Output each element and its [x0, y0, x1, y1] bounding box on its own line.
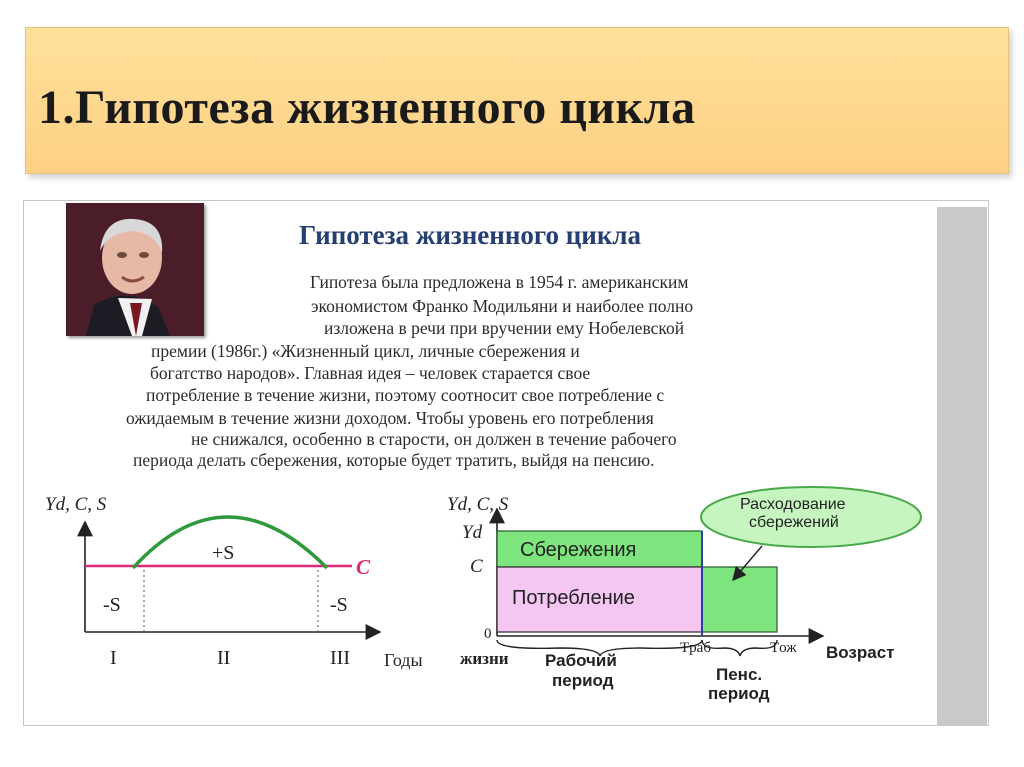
plus-s-label: +S — [212, 542, 235, 564]
paragraph-line: экономистом Франко Модильяни и наиболее полно — [311, 296, 694, 316]
working-period-label-1: Рабочий — [545, 651, 617, 670]
right-y-label: Yd, C, S — [447, 494, 509, 515]
paragraph-line: богатство народов». Главная идея – человек старается свое — [150, 363, 591, 383]
left-y-label: Yd, C, S — [45, 494, 107, 515]
c-label: C — [356, 555, 371, 579]
paragraph-line: не снижался, особенно в старости, он должен в течение рабочего — [191, 429, 677, 449]
bubble-label-2: сбережений — [749, 514, 839, 531]
paragraph-line: Гипотеза была предложена в 1954 г. американским — [310, 272, 689, 292]
yd-tick-label: Yd — [462, 522, 483, 543]
period-1-label: I — [110, 647, 117, 669]
pension-period-label-1: Пенс. — [716, 665, 763, 684]
paragraph-line: потребление в течение жизни, поэтому соотносит свое потребление с — [146, 385, 665, 405]
left-x-label: Годы — [384, 650, 423, 670]
period-3-label: III — [330, 647, 350, 669]
right-x-label: Возраст — [826, 643, 895, 662]
dissaving-bar — [702, 567, 777, 632]
paragraph-line: периода делать сбережения, которые будет тратить, выйдя на пенсию. — [133, 450, 655, 470]
t-life-label: Tож — [770, 640, 797, 656]
minus-s-right-label: -S — [330, 594, 348, 616]
working-period-label-2: период — [552, 671, 614, 690]
savings-label: Сбережения — [520, 539, 637, 561]
minus-s-left-label: -S — [103, 594, 121, 616]
pension-period-brace — [702, 640, 777, 656]
c-tick-label: C — [470, 556, 483, 577]
t-work-label: Tраб — [680, 640, 711, 656]
paragraph-line: ожидаемым в течение жизни доходом. Чтобы уровень его потребления — [126, 408, 654, 428]
x-start-label: жизни — [460, 649, 509, 668]
paragraph-line: премии (1986г.) «Жизненный цикл, личные сбережения и — [151, 341, 580, 361]
paragraph-line: изложена в речи при вручении ему Нобелевской — [324, 318, 685, 338]
pension-period-label-2: период — [708, 684, 770, 703]
slide-title: Гипотеза жизненного цикла — [299, 220, 642, 250]
zero-label: 0 — [484, 626, 492, 642]
consumption-label: Потребление — [512, 587, 635, 609]
bubble-label-1: Расходование — [740, 496, 846, 513]
period-2-label: II — [217, 647, 231, 669]
page-title: 1.Гипотеза жизненного цикла — [38, 81, 696, 134]
